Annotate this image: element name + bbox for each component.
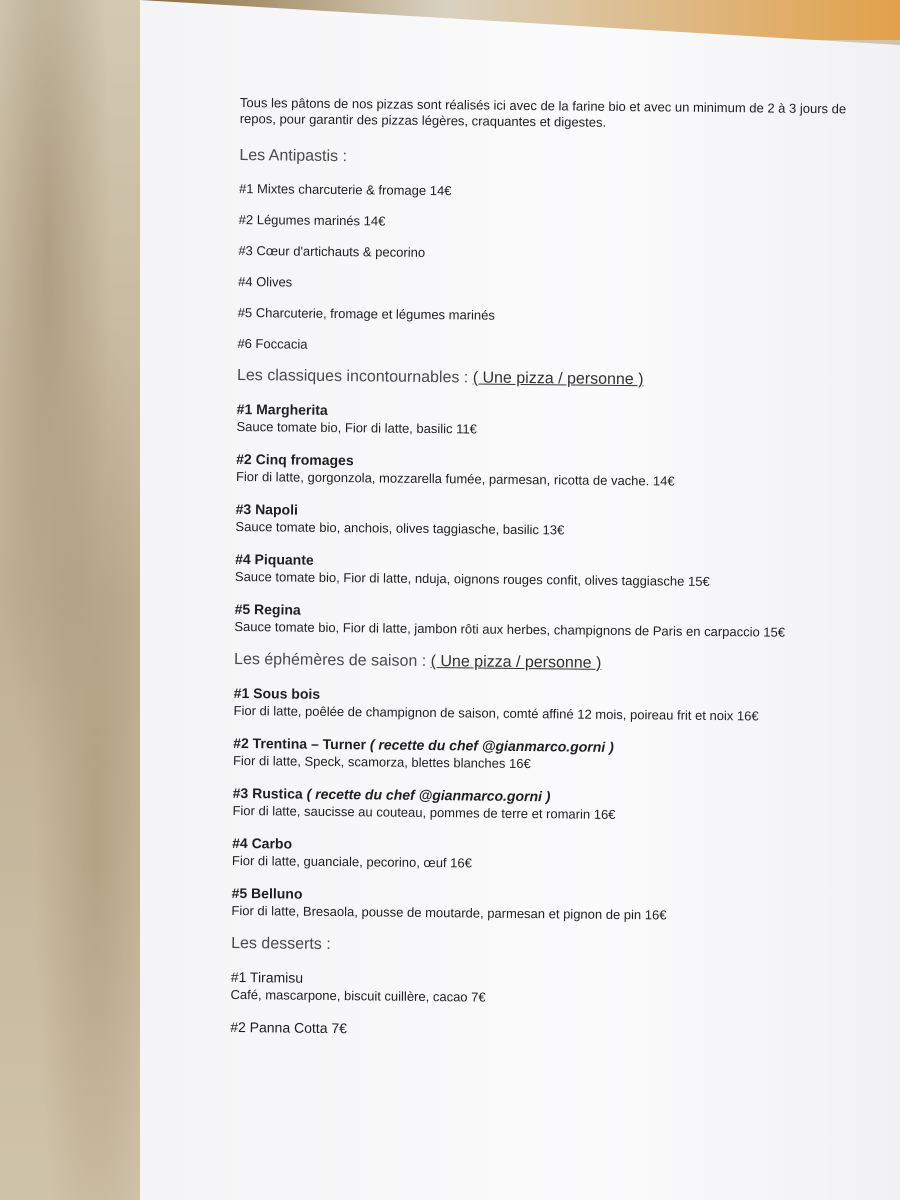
pizza-item [235,551,855,591]
classiques-section [234,367,857,641]
antipasti-item: #6 Foccacia [237,335,308,352]
antipasti-item: #2 Légumes marinés 14€ [238,211,386,229]
ephemeres-title [234,651,854,675]
desserts-title: Les desserts : [231,934,331,953]
pizza-name: #4 Piquante [235,550,314,568]
pizza-item [236,451,856,491]
antipasti-item: #1 Mixtes charcuterie & fromage 14€ [238,180,452,199]
dessert-description: Café, mascarpone, biscuit cuillère, cacao 7€ [230,986,486,1005]
ephemeres-section [231,651,854,925]
chef-note: ( recette du chef @gianmarco.gorni ) [369,736,614,755]
pizza-description: Sauce tomate bio, Fior di latte, basilic 11€ [236,418,477,437]
pizza-item [232,785,852,825]
antipastis-section [237,147,859,357]
pizza-item [231,885,851,925]
dessert-name: #1 Tiramisu [230,968,304,986]
menu-content [230,95,860,1058]
marble-table-surface [0,0,160,1200]
pizza-item [234,601,854,641]
pizza-description: Sauce tomate bio, Fior di latte, jambon rôti aux herbes, champignons de Paris en carpaccio 15€ [234,618,786,640]
dessert-name: #2 Panna Cotta 7€ [230,1018,348,1037]
antipasti-item: #5 Charcuterie, fromage et légumes marinés [237,304,496,323]
antipastis-title: Les Antipastis : [239,146,348,166]
ephemeres-note: ( Une pizza / personne ) [430,653,602,672]
dessert-item [230,969,850,1009]
pizza-name-text: #1 Sous bois [233,684,321,702]
pizza-item [233,735,853,775]
pizza-item [233,685,853,725]
menu-intro: Tous les pâtons de nos pizzas sont réalisés ici avec de la farine bio et avec un minimum de 2 à 3 jours de repos, pour garantir des pizzas légères, craquantes et digestes. [239,95,847,130]
pizza-item [232,835,852,875]
pizza-name: #2 Cinq fromages [236,450,354,469]
pizza-description: Fior di latte, guanciale, pecorino, œuf 16€ [231,852,472,871]
pizza-description: Sauce tomate bio, Fior di latte, nduja, oignons rouges confit, olives taggiasche 15€ [234,568,710,589]
dessert-item [230,1019,850,1042]
pizza-name: #3 Napoli [235,500,298,518]
classiques-title-text: Les classiques incontournables : [236,366,469,387]
classiques-title [237,367,857,391]
pizza-description: Sauce tomate bio, anchois, olives taggiasche, basilic 13€ [235,518,565,538]
desserts-section [230,935,851,1042]
pizza-description: Fior di latte, saucisse au couteau, pommes de terre et romarin 16€ [232,802,616,822]
pizza-name-text: #5 Belluno [231,884,303,902]
antipasti-item: #3 Cœur d'artichauts & pecorino [238,242,426,260]
pizza-name-text: #2 Trentina – Turner [233,734,367,753]
pizza-name-text: #4 Carbo [232,834,293,852]
pizza-description: Fior di latte, Speck, scamorza, blettes blanches 16€ [232,752,531,772]
pizza-name: #1 Margherita [236,400,328,418]
pizza-item [236,401,856,441]
antipasti-item: #4 Olives [237,273,293,290]
chef-note: ( recette du chef @gianmarco.gorni ) [306,785,551,805]
pizza-name: #5 Regina [234,600,301,618]
pizza-name-text: #3 Rustica [232,784,303,802]
classiques-note: ( Une pizza / personne ) [472,369,644,389]
pizza-description: Fior di latte, poêlée de champignon de saison, comté affiné 12 mois, poireau frit et noix 16€ [233,702,759,724]
pizza-item [235,501,855,541]
pizza-description: Fior di latte, gorgonzola, mozzarella fumée, parmesan, ricotta de vache. 14€ [235,468,675,489]
ephemeres-title-text: Les éphémères de saison : [233,650,427,670]
pizza-description: Fior di latte, Bresaola, pousse de moutarde, parmesan et pignon de pin 16€ [231,902,667,923]
